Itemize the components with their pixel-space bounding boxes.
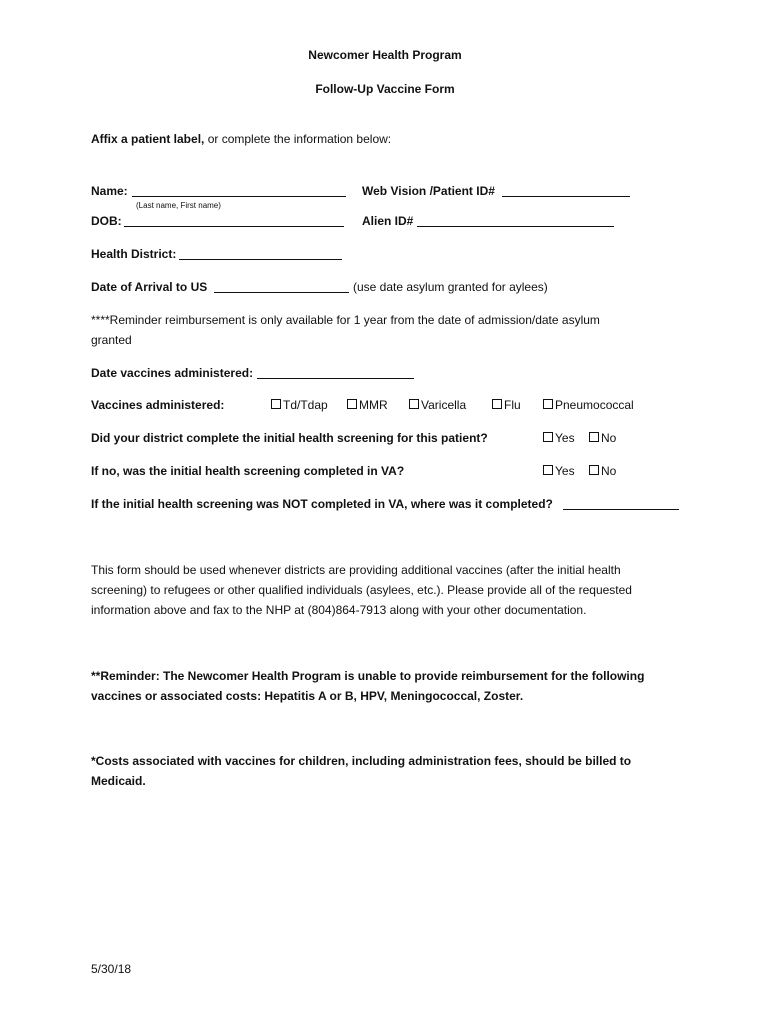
where-completed-field[interactable] bbox=[563, 497, 679, 510]
name-label: Name: bbox=[91, 184, 128, 198]
health-district-label: Health District: bbox=[91, 247, 177, 261]
alien-id-label: Alien ID# bbox=[362, 214, 414, 228]
checkbox-icon[interactable] bbox=[271, 399, 281, 409]
q1-yes-option[interactable] bbox=[543, 431, 575, 445]
yes-label: Yes bbox=[555, 431, 575, 445]
reimbursement-reminder-line-1: **Reminder: The Newcomer Health Program is unable to provide reimbursement for the following bbox=[91, 669, 645, 683]
vaccine-option-flu[interactable] bbox=[492, 398, 521, 412]
vaccine-option-tdtdap[interactable] bbox=[271, 398, 328, 412]
vaccine-label: Varicella bbox=[421, 398, 467, 412]
form-title: Follow-Up Vaccine Form bbox=[315, 82, 455, 96]
vaccines-label: Vaccines administered: bbox=[91, 398, 225, 412]
intro-bold: Affix a patient label, bbox=[91, 132, 205, 146]
date-administered-field[interactable] bbox=[257, 366, 414, 379]
q2-no-option[interactable] bbox=[589, 464, 616, 478]
question-screening-in-va: If no, was the initial health screening completed in VA? bbox=[91, 464, 405, 478]
vaccine-label: Flu bbox=[504, 398, 521, 412]
health-district-field[interactable] bbox=[179, 247, 342, 260]
vaccine-option-pneumococcal[interactable] bbox=[543, 398, 634, 412]
webvision-field[interactable] bbox=[502, 184, 630, 197]
checkbox-icon[interactable] bbox=[589, 432, 599, 442]
reminder-line-2: granted bbox=[91, 333, 132, 347]
vaccine-label: MMR bbox=[359, 398, 388, 412]
instructions-line-1: This form should be used whenever districts are providing additional vaccines (after the initial health bbox=[91, 563, 621, 577]
q2-yes-option[interactable] bbox=[543, 464, 575, 478]
question-where-completed: If the initial health screening was NOT completed in VA, where was it completed? bbox=[91, 497, 553, 511]
arrival-field[interactable] bbox=[214, 280, 349, 293]
checkbox-icon[interactable] bbox=[589, 465, 599, 475]
instructions-line-2: screening) to refugees or other qualified individuals (asylees, etc.). Please provide all of the requested bbox=[91, 583, 632, 597]
arrival-label: Date of Arrival to US bbox=[91, 280, 208, 294]
dob-label: DOB: bbox=[91, 214, 122, 228]
dob-field[interactable] bbox=[124, 214, 344, 227]
children-costs-line-1: *Costs associated with vaccines for children, including administration fees, should be billed to bbox=[91, 754, 632, 768]
reimbursement-reminder-line-2: vaccines or associated costs: Hepatitis A or B, HPV, Meningococcal, Zoster. bbox=[91, 689, 524, 703]
instructions-line-3: information above and fax to the NHP at (804)864-7913 along with your other documentation. bbox=[91, 603, 587, 617]
checkbox-icon[interactable] bbox=[492, 399, 502, 409]
reminder-line-1: ****Reminder reimbursement is only available for 1 year from the date of admission/date asylum bbox=[91, 313, 600, 327]
vaccine-label: Pneumococcal bbox=[555, 398, 634, 412]
vaccine-option-varicella[interactable] bbox=[409, 398, 466, 412]
name-hint: (Last name, First name) bbox=[136, 201, 221, 210]
intro-text bbox=[91, 132, 391, 146]
checkbox-icon[interactable] bbox=[543, 399, 553, 409]
webvision-label: Web Vision /Patient ID# bbox=[362, 184, 495, 198]
vaccine-label: Td/Tdap bbox=[283, 398, 328, 412]
children-costs-line-2: Medicaid. bbox=[91, 774, 146, 788]
checkbox-icon[interactable] bbox=[543, 465, 553, 475]
q1-no-option[interactable] bbox=[589, 431, 616, 445]
checkbox-icon[interactable] bbox=[543, 432, 553, 442]
arrival-note: (use date asylum granted for aylees) bbox=[353, 280, 548, 294]
yes-label: Yes bbox=[555, 464, 575, 478]
alien-id-field[interactable] bbox=[417, 214, 614, 227]
no-label: No bbox=[601, 431, 617, 445]
intro-rest: or complete the information below: bbox=[204, 132, 392, 146]
question-initial-screening: Did your district complete the initial health screening for this patient? bbox=[91, 431, 488, 445]
checkbox-icon[interactable] bbox=[347, 399, 357, 409]
vaccine-option-mmr[interactable] bbox=[347, 398, 388, 412]
program-title: Newcomer Health Program bbox=[308, 48, 462, 62]
checkbox-icon[interactable] bbox=[409, 399, 419, 409]
date-administered-label: Date vaccines administered: bbox=[91, 366, 254, 380]
no-label: No bbox=[601, 464, 617, 478]
revision-date: 5/30/18 bbox=[91, 962, 132, 976]
name-field[interactable] bbox=[132, 184, 346, 197]
